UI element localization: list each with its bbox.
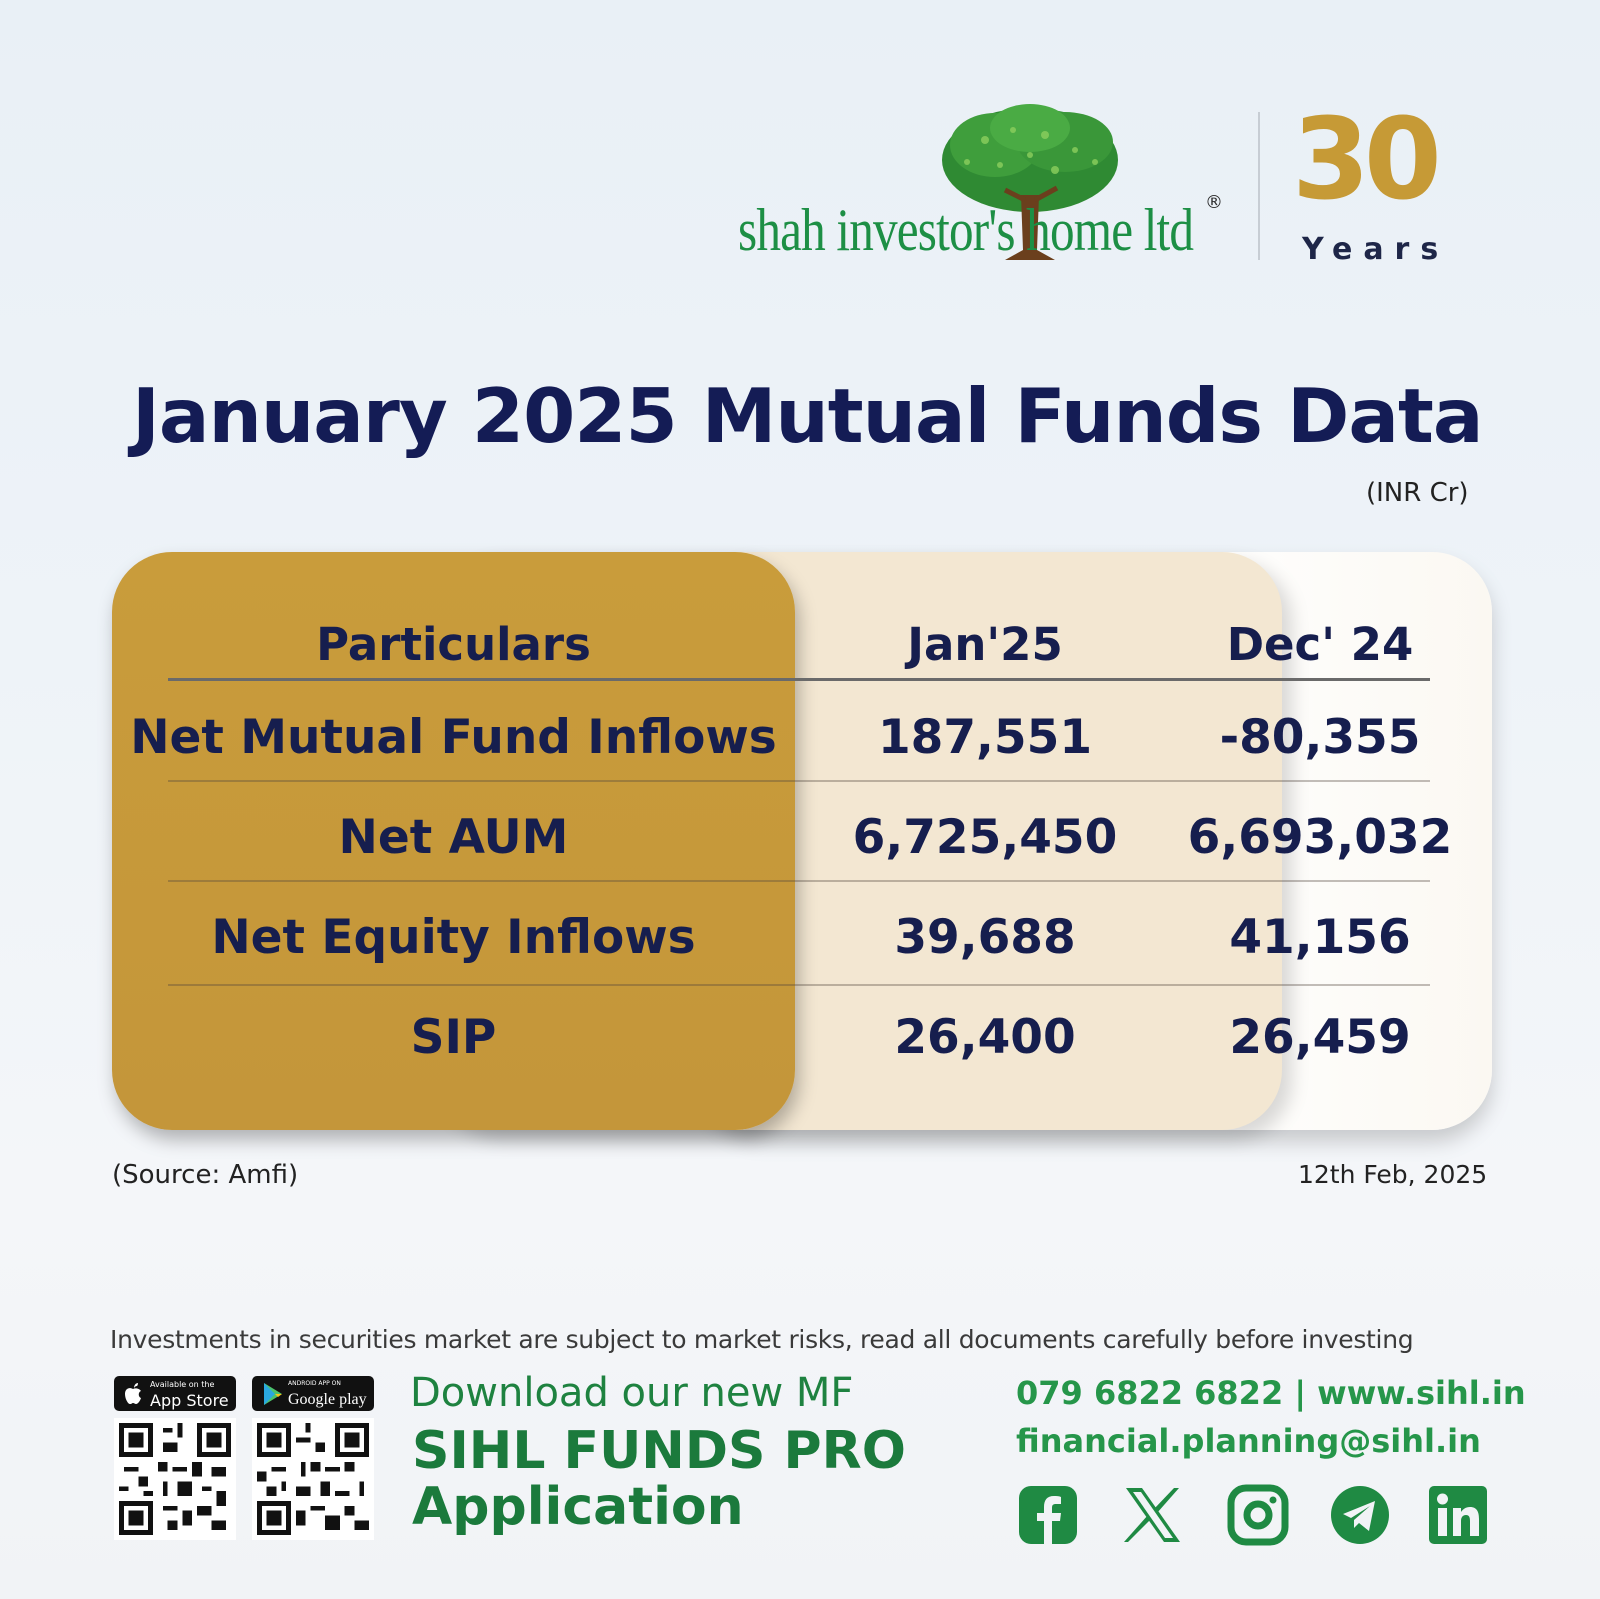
email-link[interactable]: financial.planning@sihl.in (1016, 1422, 1481, 1460)
row-label: Net Equity Inflows (211, 910, 696, 965)
date-note: 12th Feb, 2025 (1298, 1160, 1488, 1189)
app-word: Application (412, 1477, 744, 1537)
row-jan25-value: 39,688 (894, 910, 1076, 965)
facebook-icon[interactable] (1017, 1484, 1079, 1546)
qr-code-icon[interactable] (114, 1418, 236, 1540)
row-dec24-value: 26,459 (1229, 1010, 1411, 1065)
x-icon[interactable] (1122, 1484, 1184, 1546)
apple-icon (122, 1382, 144, 1406)
row-divider (168, 984, 1430, 986)
googleplay-small-text: ANDROID APP ON (288, 1380, 341, 1387)
header-jan25: Jan'25 (907, 618, 1063, 671)
header-dec24: Dec' 24 (1226, 618, 1414, 671)
page-title: January 2025 Mutual Funds Data (132, 372, 1483, 460)
qr-code-icon[interactable] (252, 1418, 374, 1540)
contact-line[interactable]: 079 6822 6822 | www.sihl.in (1016, 1374, 1526, 1412)
google-play-badge[interactable] (252, 1376, 374, 1411)
googleplay-big-text: Google play (288, 1391, 367, 1408)
app-store-badge[interactable] (114, 1376, 236, 1411)
row-label: Net AUM (338, 810, 569, 865)
row-dec24-value: 41,156 (1229, 910, 1411, 965)
instagram-icon[interactable] (1227, 1484, 1289, 1546)
brand-name: shah investor's home ltd (738, 197, 1194, 263)
source-note: (Source: Amfi) (112, 1160, 299, 1190)
app-name: SIHL FUNDS PRO (412, 1421, 906, 1481)
telegram-icon[interactable] (1329, 1484, 1391, 1546)
disclaimer: Investments in securities market are subject to market risks, read all documents carefully before investing (110, 1325, 1414, 1354)
registered-mark: ® (1205, 192, 1223, 213)
appstore-big-text: App Store (150, 1391, 229, 1410)
row-label: Net Mutual Fund Inflows (130, 710, 777, 765)
anniversary-label: Years (1302, 232, 1450, 267)
anniversary-number: 30 (1292, 95, 1436, 225)
data-table (112, 552, 1492, 1130)
row-jan25-value: 6,725,450 (852, 810, 1118, 865)
unit-label: (INR Cr) (1366, 478, 1469, 508)
row-dec24-value: -80,355 (1219, 710, 1421, 765)
download-line: Download our new MF (410, 1370, 854, 1416)
google-play-icon (262, 1382, 284, 1406)
row-divider (168, 780, 1430, 782)
appstore-small-text: Available on the (150, 1380, 215, 1389)
header-divider (168, 678, 1430, 681)
row-divider (168, 880, 1430, 882)
linkedin-icon[interactable] (1427, 1484, 1489, 1546)
row-dec24-value: 6,693,032 (1187, 810, 1453, 865)
row-label: SIP (410, 1010, 497, 1065)
row-jan25-value: 187,551 (877, 710, 1093, 765)
logo-divider (1258, 112, 1260, 260)
row-jan25-value: 26,400 (894, 1010, 1076, 1065)
header-particulars: Particulars (316, 618, 591, 671)
